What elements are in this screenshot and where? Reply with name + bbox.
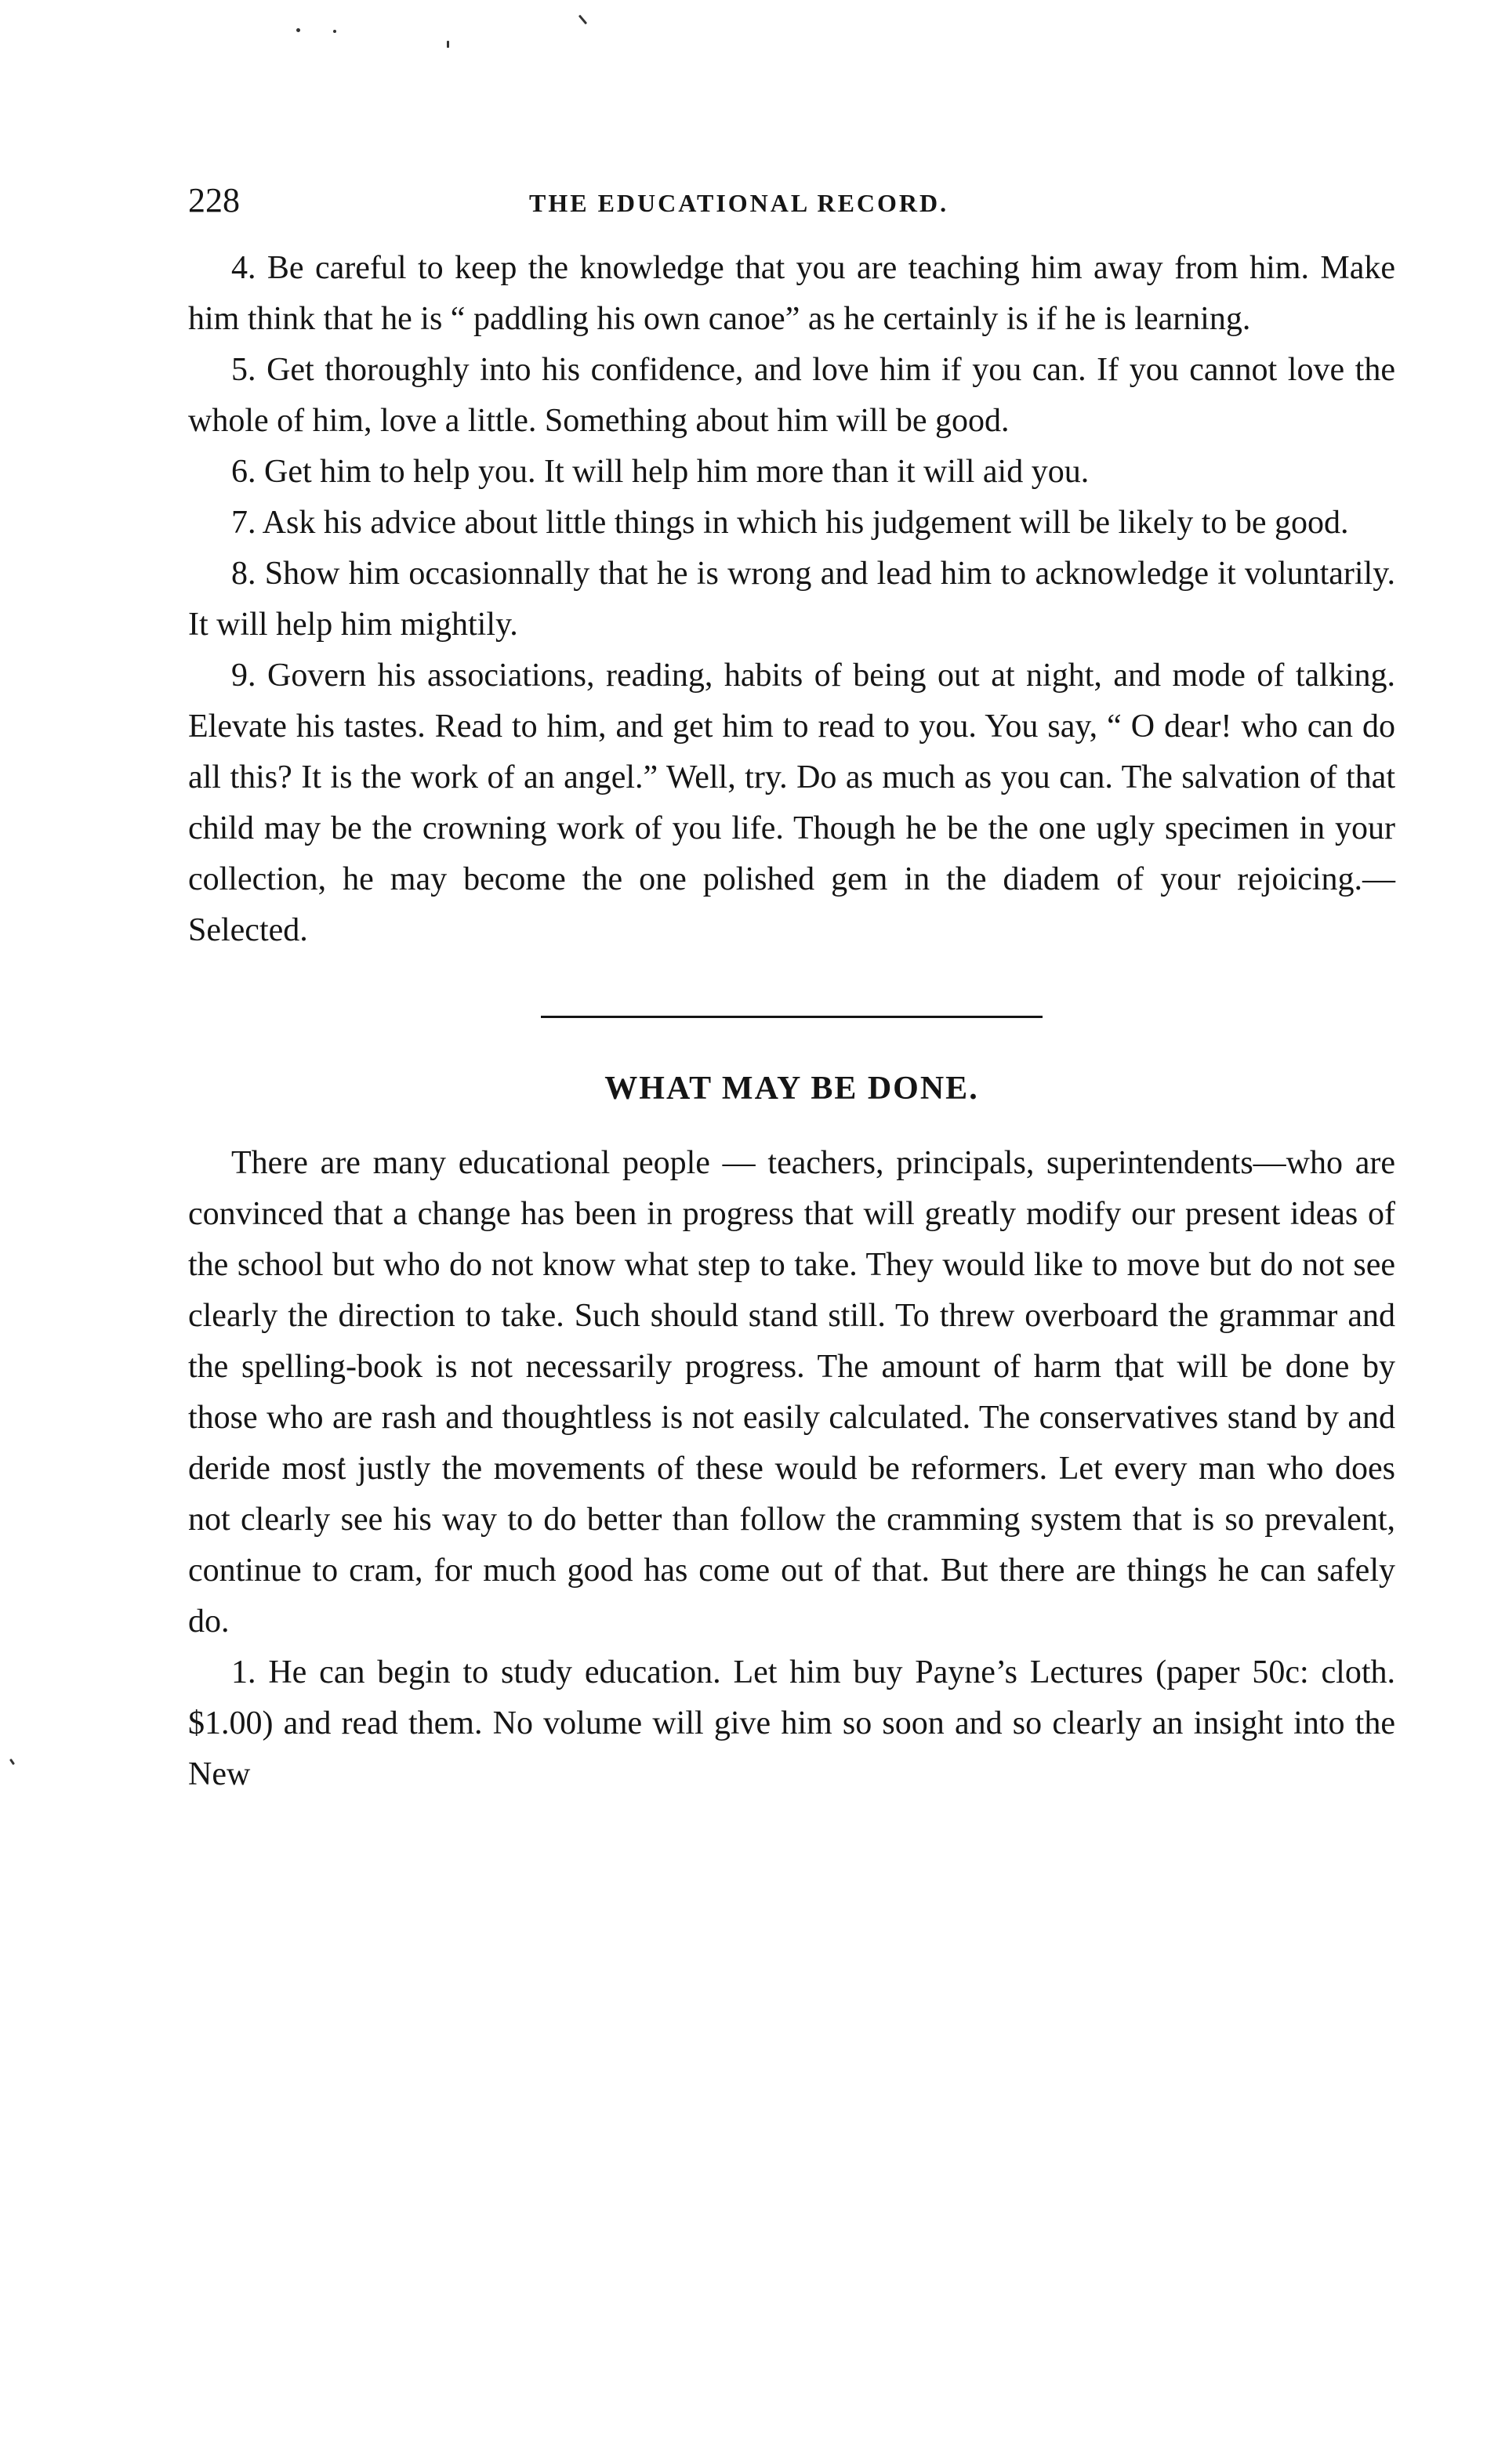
paragraph-item-5: 5. Get thoroughly into his confidence, and love him if you can. If you cannot love the whole of him, love a little. Something about him will be good. xyxy=(188,352,1395,439)
document-page xyxy=(188,180,1395,1800)
page-header xyxy=(188,180,1395,235)
top-paragraphs xyxy=(188,243,1395,956)
section-divider xyxy=(541,1016,1043,1018)
paragraph-item-7: 7. Ask his advice about little things in which his judgement will be likely to be good. xyxy=(231,505,1349,541)
speck xyxy=(296,28,300,32)
page-number: 228 xyxy=(188,181,240,219)
section-paragraph: There are many educational people — teachers, principals, superintendents—who are convinced that a change has been in progress that will greatly modify our present ideas of the school but who do not know what step to take. They would like to move but do not see clearly the direction to take. Such should stand still. To threw overboard the grammar and the spelling-book is not necessarily progress. The amount of harm that will be done by those who are rash and thoughtless is not easily calculated. The conservatives stand by and deride most justly the movements of these would be reformers. Let every man who does not clearly see his way to do better than follow the cramming system that is so prevalent, continue to cram, for much good has come out of that. But there are things he can safely do. xyxy=(188,1145,1395,1640)
speck xyxy=(9,1759,15,1765)
paragraph-item-4: 4. Be careful to keep the knowledge that you are teaching him away from him. Make him think that he is “ paddling his own canoe” as he certainly is if he is learning. xyxy=(188,250,1395,337)
paragraph-item-9: 9. Govern his associations, reading, habits of being out at night, and mode of talking. Elevate his tastes. Read to him, and get him to read to you. You say, “ O dear! who can do all this? It is the work of an angel.” Well, try. Do as much as you can. The salvation of that child may be the crowning work of you life. Though he be the one ugly specimen in your collection, he may become the one polished gem in the diadem of your rejoicing.—Selected. xyxy=(188,658,1395,948)
section-body xyxy=(188,1138,1395,1800)
speck xyxy=(333,30,336,33)
section-title: WHAT MAY BE DONE. xyxy=(604,1071,979,1107)
speck xyxy=(578,15,587,25)
running-title: THE EDUCATIONAL RECORD. xyxy=(529,189,949,217)
section-paragraph: 1. He can begin to study education. Let him buy Payne’s Lectures (paper 50c: cloth. $1.00) and read them. No volume will give him so soon and so clearly an insight into the New xyxy=(188,1654,1395,1792)
paragraph-item-8: 8. Show him occasionnally that he is wrong and lead him to acknowledge it voluntarily. It will help him mightily. xyxy=(188,556,1395,643)
speck xyxy=(447,41,449,48)
paragraph-item-6: 6. Get him to help you. It will help him more than it will aid you. xyxy=(231,454,1090,490)
